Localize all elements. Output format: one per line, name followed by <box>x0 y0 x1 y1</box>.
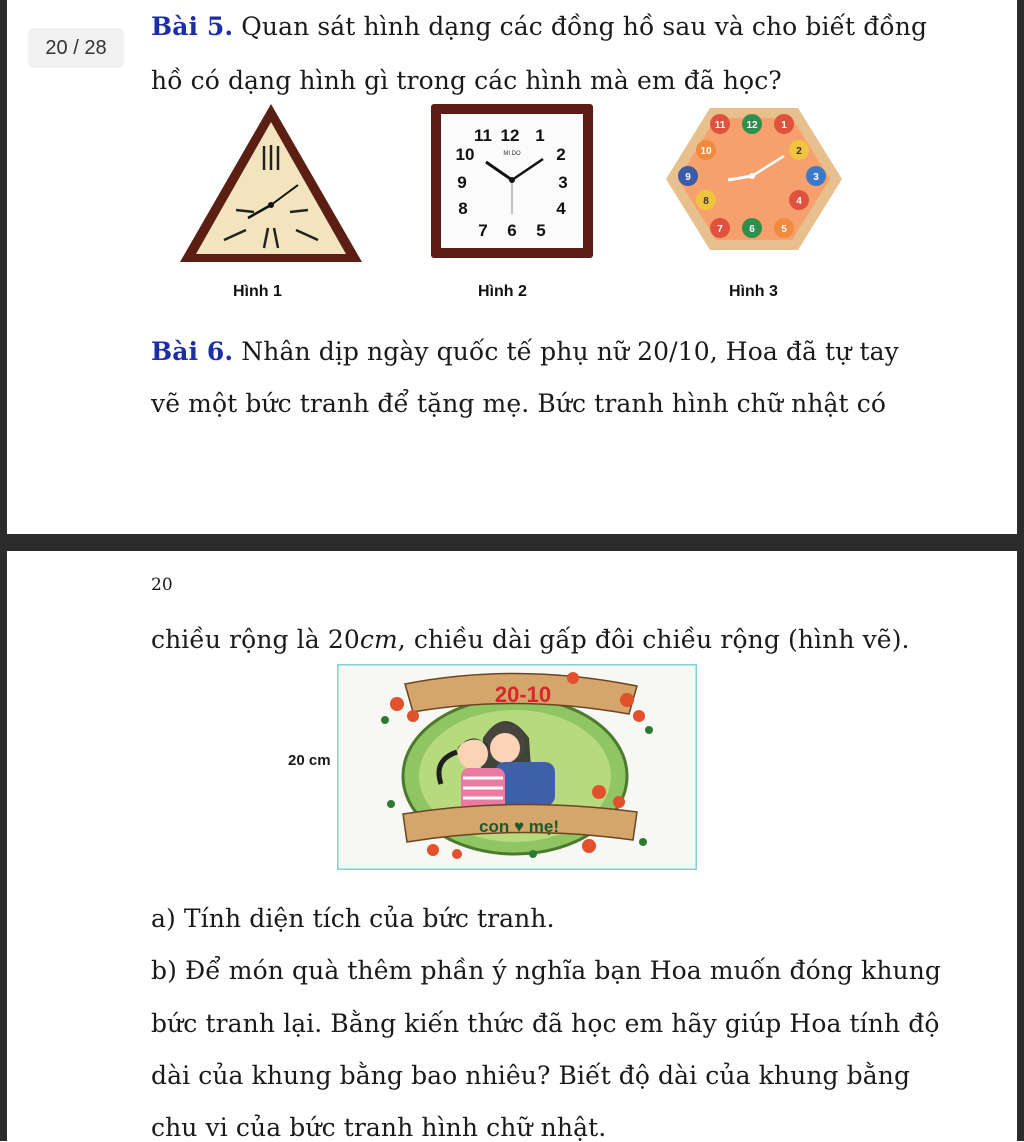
page2-text-1a: chiều rộng là 20 <box>151 625 360 654</box>
page-number: 20 <box>151 575 173 595</box>
viewer-frame-right <box>1017 0 1024 1141</box>
figure-2-caption: Hình 2 <box>478 283 527 300</box>
clock2-num-6: 6 <box>507 221 517 240</box>
clock2-num-2: 2 <box>556 145 566 164</box>
clock2-num-10: 10 <box>455 145 475 164</box>
clock2-num-11: 11 <box>474 126 492 145</box>
figure-1-caption: Hình 1 <box>233 283 282 300</box>
clock2-num-9: 9 <box>457 173 467 192</box>
clock2-num-5: 5 <box>536 221 546 240</box>
clock3-num-11: 11 <box>714 120 726 131</box>
question-b-line-4: chu vi của bức tranh hình chữ nhật. <box>151 1113 607 1142</box>
clock2-num-3: 3 <box>558 173 568 192</box>
question-b-line-3: dài của khung bằng bao nhiêu? Biết độ dài của khung bằng <box>151 1061 911 1090</box>
clock3-num-9: 9 <box>685 172 691 183</box>
triangle-clock-image <box>176 100 366 266</box>
page-counter-badge <box>28 28 124 68</box>
page2-line-1 <box>151 625 910 654</box>
clock3-num-6: 6 <box>749 224 755 235</box>
clock3-num-1: 1 <box>781 120 787 131</box>
bai6-text-2: vẽ một bức tranh để tặng mẹ. Bức tranh hình chữ nhật có <box>151 389 886 418</box>
page2-unit-cm: cm <box>359 625 398 654</box>
viewer-frame-left <box>0 0 7 1141</box>
bai5-line-2 <box>151 66 782 95</box>
clock3-num-8: 8 <box>703 196 709 207</box>
clock2-brand: MI DO <box>503 151 521 157</box>
painting-image <box>337 664 697 870</box>
clock3-num-2: 2 <box>796 146 802 157</box>
page-separator <box>0 534 1024 551</box>
bai6-line-2 <box>151 389 886 418</box>
question-a: a) Tính diện tích của bức tranh. <box>151 904 555 933</box>
figure-3-caption: Hình 3 <box>729 283 778 300</box>
clock3-num-12: 12 <box>746 120 758 131</box>
clock3-num-3: 3 <box>813 172 819 183</box>
question-b-line-2: bức tranh lại. Bằng kiến thức đã học em hãy giúp Hoa tính độ <box>151 1009 940 1038</box>
hexagon-clock-image <box>662 104 846 254</box>
bai6-text-1: Nhân dịp ngày quốc tế phụ nữ 20/10, Hoa đã tự tay <box>233 337 899 366</box>
page2-text-1b: , chiều dài gấp đôi chiều rộng (hình vẽ). <box>397 625 910 654</box>
clock2-num-7: 7 <box>478 221 488 240</box>
painting-banner-bottom: con ♥ mẹ! <box>479 817 559 836</box>
clock2-num-12: 12 <box>500 126 520 145</box>
bai6-label: Bài 6. <box>151 337 234 366</box>
bai5-text-1: Quan sát hình dạng các đồng hồ sau và cho biết đồng <box>233 12 928 41</box>
clock3-num-7: 7 <box>717 224 723 235</box>
question-b-line-1: b) Để món quà thêm phần ý nghĩa bạn Hoa muốn đóng khung <box>151 956 942 985</box>
page-counter-text: 20 / 28 <box>45 36 107 59</box>
bai6-line-1 <box>151 337 899 366</box>
clock3-num-10: 10 <box>700 146 712 157</box>
clock2-num-1: 1 <box>535 126 545 145</box>
bai5-label: Bài 5. <box>151 12 234 41</box>
clock2-num-4: 4 <box>556 199 566 218</box>
square-clock-image <box>431 104 593 258</box>
bai5-text-2: hồ có dạng hình gì trong các hình mà em đã học? <box>151 66 782 95</box>
bai5-line-1 <box>151 12 927 41</box>
clock3-num-4: 4 <box>796 196 802 207</box>
width-dimension-label: 20 cm <box>288 752 331 769</box>
clock2-num-8: 8 <box>458 199 468 218</box>
painting-banner-top: 20-10 <box>494 682 552 707</box>
clock3-num-5: 5 <box>781 224 787 235</box>
